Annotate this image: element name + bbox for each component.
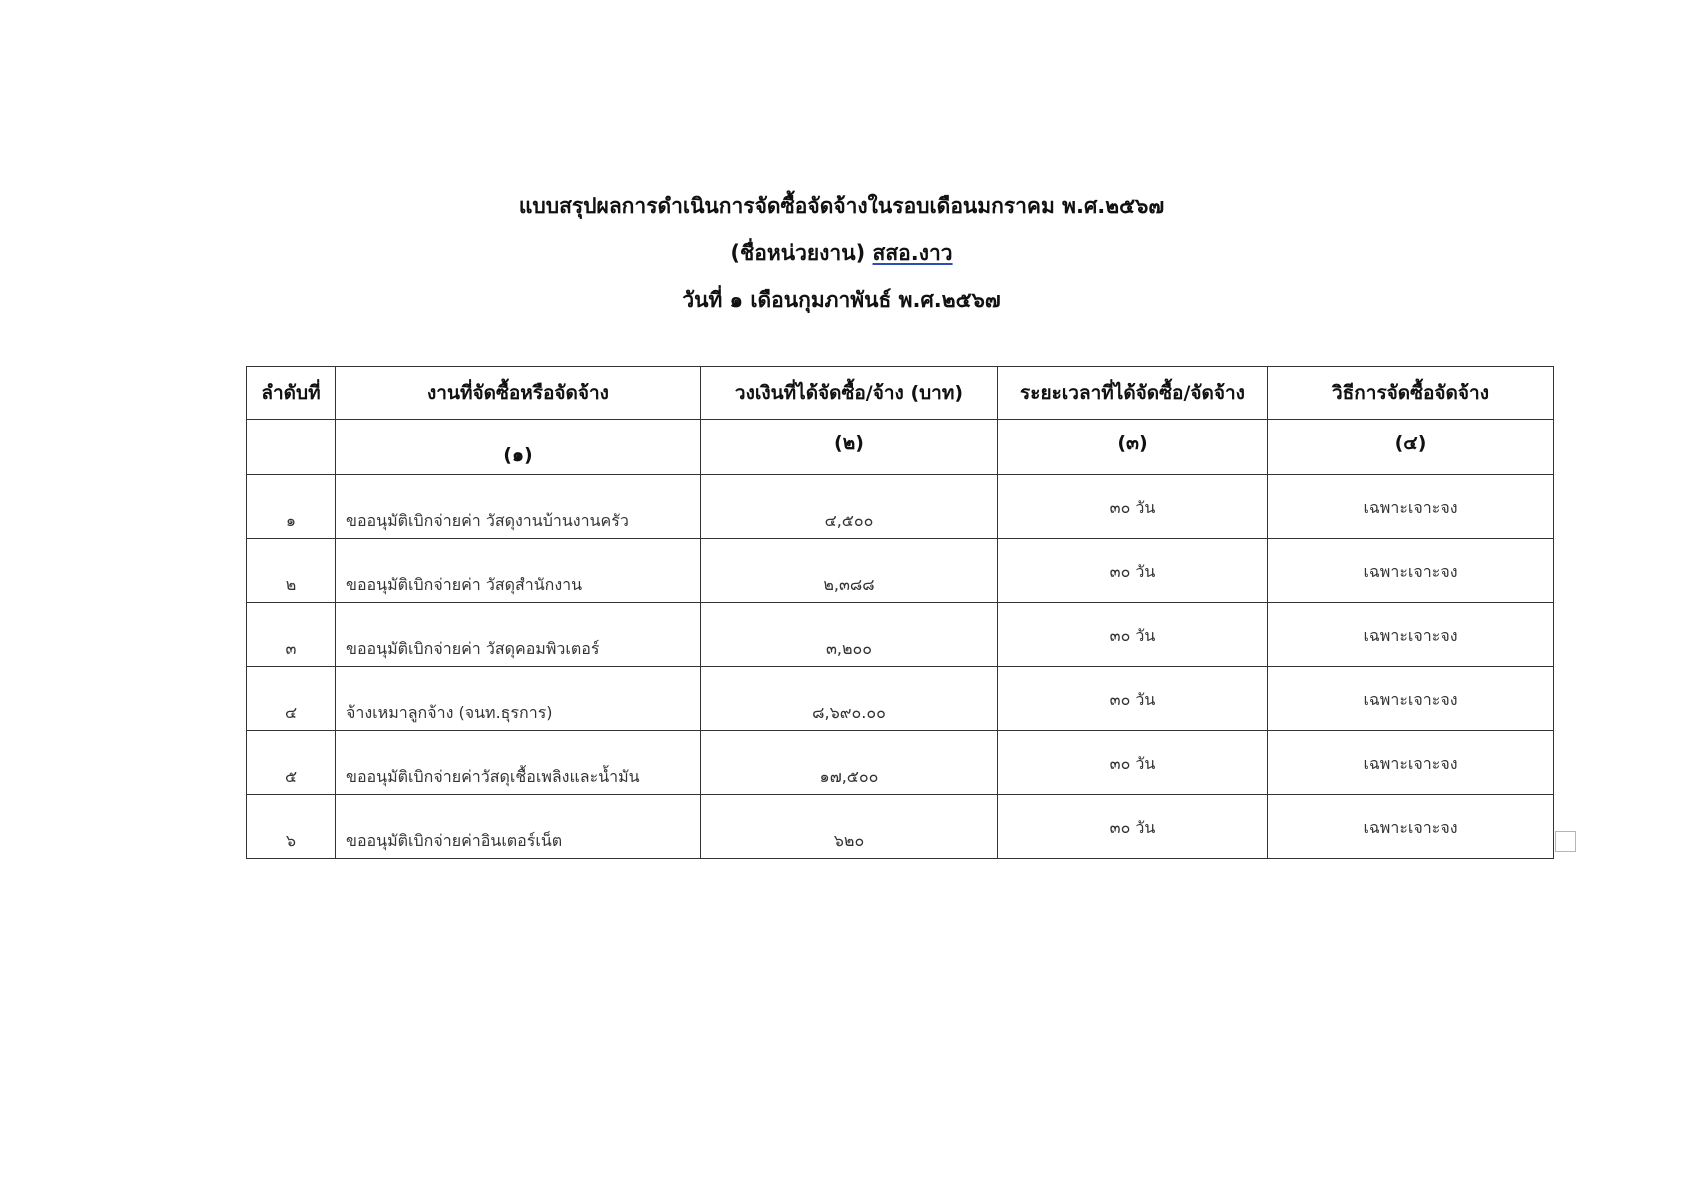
row-item: ขออนุมัติเบิกจ่ายค่า วัสดุสำนักงาน: [336, 539, 701, 603]
table-row: [247, 731, 1554, 795]
row-item: จ้างเหมาลูกจ้าง (จนท.ธุรการ): [336, 667, 701, 731]
col-header-amount: วงเงินที่ได้จัดซื้อ/จ้าง (บาท): [701, 367, 998, 420]
row-method: เฉพาะเจาะจง: [1268, 731, 1554, 795]
column-number-row: [247, 420, 1554, 475]
row-item: ขออนุมัติเบิกจ่ายค่า วัสดุคอมพิวเตอร์: [336, 603, 701, 667]
row-duration: ๓๐ วัน: [998, 475, 1268, 539]
col-number-duration: (๓): [998, 420, 1268, 475]
col-header-index: ลำดับที่: [247, 367, 336, 420]
row-index: ๒: [247, 539, 336, 603]
date-line: วันที่ ๑ เดือนกุมภาพันธ์ พ.ศ.๒๕๖๗: [682, 288, 1001, 312]
row-amount: ๒,๓๘๘: [701, 539, 998, 603]
row-index: ๓: [247, 603, 336, 667]
unit-line: [0, 237, 1683, 270]
row-amount: ๑๗,๕๐๐: [701, 731, 998, 795]
table-row: [247, 603, 1554, 667]
unit-label: (ชื่อหน่วยงาน): [730, 241, 866, 265]
row-duration: ๓๐ วัน: [998, 731, 1268, 795]
col-header-method: วิธีการจัดซื้อจัดจ้าง: [1268, 367, 1554, 420]
row-method: เฉพาะเจาะจง: [1268, 539, 1554, 603]
col-header-duration: ระยะเวลาที่ได้จัดซื้อ/จัดจ้าง: [998, 367, 1268, 420]
col-number-amount: (๒): [701, 420, 998, 475]
row-duration: ๓๐ วัน: [998, 795, 1268, 859]
row-duration: ๓๐ วัน: [998, 539, 1268, 603]
row-amount: ๘,๖๙๐.๐๐: [701, 667, 998, 731]
row-amount: ๓,๒๐๐: [701, 603, 998, 667]
table-header-row: [247, 367, 1554, 420]
row-method: เฉพาะเจาะจง: [1268, 795, 1554, 859]
col-number-method: (๔): [1268, 420, 1554, 475]
row-item: ขออนุมัติเบิกจ่ายค่าวัสดุเชื้อเพลิงและน้ำมัน: [336, 731, 701, 795]
row-amount: ๔,๕๐๐: [701, 475, 998, 539]
col-number-index: [247, 420, 336, 475]
table-resize-handle[interactable]: [1555, 831, 1576, 852]
row-item: ขออนุมัติเบิกจ่ายค่าอินเตอร์เน็ต: [336, 795, 701, 859]
row-index: ๔: [247, 667, 336, 731]
row-amount: ๖๒๐: [701, 795, 998, 859]
document-title: แบบสรุปผลการดำเนินการจัดซื้อจัดจ้างในรอบเดือนมกราคม พ.ศ.๒๕๖๗: [518, 194, 1165, 218]
procurement-summary-table: [246, 366, 1554, 859]
row-method: เฉพาะเจาะจง: [1268, 475, 1554, 539]
row-duration: ๓๐ วัน: [998, 603, 1268, 667]
col-number-item: (๑): [336, 420, 701, 475]
table-row: [247, 539, 1554, 603]
table-row: [247, 667, 1554, 731]
row-index: ๖: [247, 795, 336, 859]
row-item: ขออนุมัติเบิกจ่ายค่า วัสดุงานบ้านงานครัว: [336, 475, 701, 539]
unit-name: สสอ.งาว: [872, 241, 953, 265]
row-method: เฉพาะเจาะจง: [1268, 603, 1554, 667]
row-index: ๕: [247, 731, 336, 795]
col-header-item: งานที่จัดซื้อหรือจัดจ้าง: [336, 367, 701, 420]
row-duration: ๓๐ วัน: [998, 667, 1268, 731]
row-method: เฉพาะเจาะจง: [1268, 667, 1554, 731]
table-row: [247, 475, 1554, 539]
table-row: [247, 795, 1554, 859]
row-index: ๑: [247, 475, 336, 539]
